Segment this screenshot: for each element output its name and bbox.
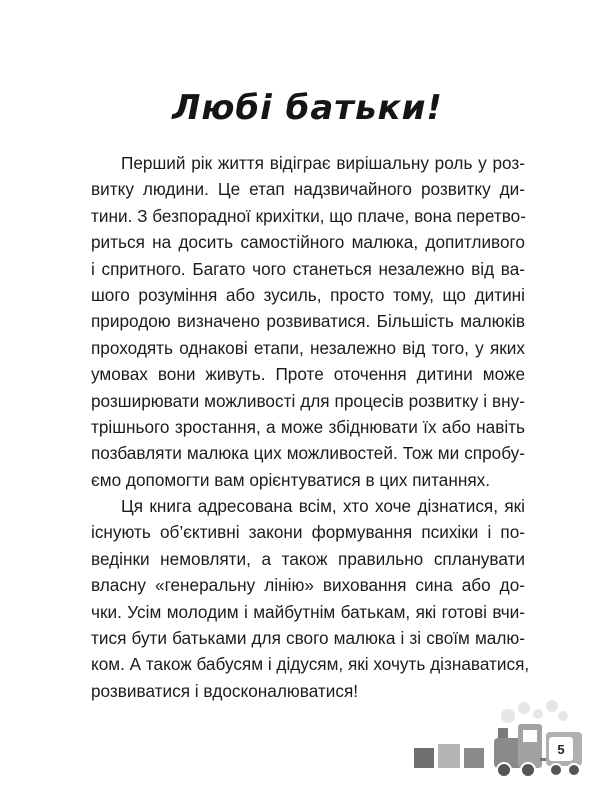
text-line: чки. Усім молодим і майбутнім батькам, які готові вчи- bbox=[91, 601, 525, 622]
text-line: існують об’єктивні закони формування психіки і по- bbox=[91, 522, 525, 543]
text-line: трішнього зростання, а може збіднювати їх або навіть bbox=[91, 416, 525, 437]
train-illustration bbox=[400, 698, 615, 785]
body-text bbox=[91, 150, 530, 704]
smoke-icon bbox=[501, 700, 568, 723]
text-line: ведінки немовляти, а також правильно спланувати bbox=[91, 548, 525, 569]
text-line: власну «генеральну лінію» виховання сина або до- bbox=[91, 575, 525, 596]
block-icon bbox=[414, 748, 434, 768]
text-line: природою визначено розвиватися. Більшість малюків bbox=[91, 311, 525, 332]
text-line: тини. З безпорадної крихітки, що плаче, вона перетво- bbox=[91, 205, 526, 226]
text-line: шого розуміння або зусиль, просто тому, що дитині bbox=[91, 284, 525, 305]
page-title: Любі батьки! bbox=[172, 88, 443, 128]
page-number: 5 bbox=[557, 741, 565, 757]
text-line: Перший рік життя відіграє вирішальну роль у роз- bbox=[121, 153, 525, 173]
text-line: розширювати можливості для процесів розвитку і вну- bbox=[91, 390, 525, 411]
text-line: і спритного. Багато чого станеться незалежно від ва- bbox=[91, 258, 525, 279]
text-line: витку людини. Це етап надзвичайного розвитку ди- bbox=[91, 179, 525, 200]
text-line: тися бути батьками для свого малюка і зі своїм малю- bbox=[91, 628, 525, 649]
text-line: Ця книга адресована всім, хто хоче дізнатися, які bbox=[121, 496, 525, 517]
text-line: ємо допомогти вам орієнтуватися в цих питаннях. bbox=[91, 469, 491, 490]
paragraph-2 bbox=[91, 493, 530, 704]
block-icon bbox=[438, 744, 460, 768]
text-line: умовах вони живуть. Проте оточення дитини може bbox=[91, 364, 525, 385]
block-icon bbox=[464, 748, 484, 768]
text-line: позбавляти малюка цих можливостей. Тож ми спробу- bbox=[91, 443, 525, 464]
text-line: ком. А також бабусям і дідусям, які хочуть дізнаватися, bbox=[91, 654, 530, 675]
text-line: риться на досить самостійного малюка, допитливого bbox=[91, 232, 525, 253]
text-line: розвиватися і вдосконалюватися! bbox=[91, 680, 359, 701]
locomotive-icon bbox=[494, 724, 542, 777]
text-line: проходять однакові етапи, незалежно від того, у яких bbox=[91, 337, 525, 358]
paragraph-1 bbox=[91, 150, 525, 493]
